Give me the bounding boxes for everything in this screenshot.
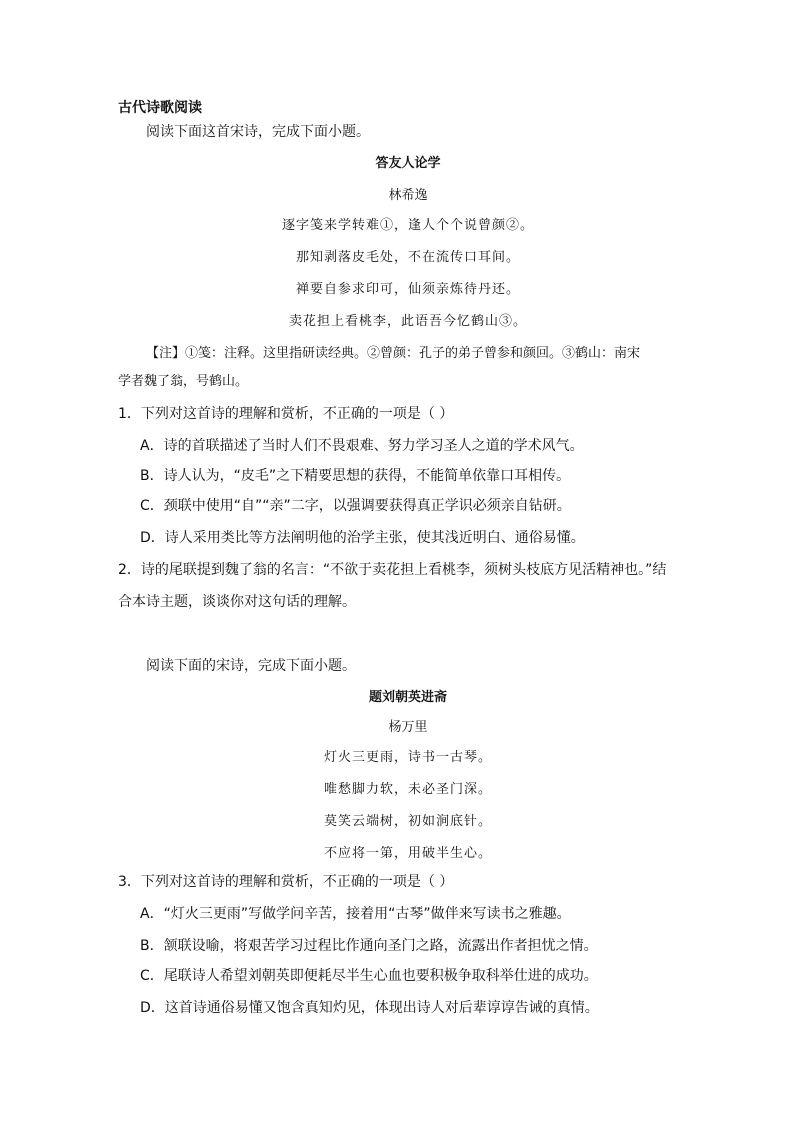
passage2-poem-line: 灯火三更雨，诗书一古琴。: [323, 750, 492, 765]
question-1-option-d: D．诗人采用类比等方法阐明他的治学主张，使其浅近明白、通俗易懂。: [140, 530, 585, 546]
passage1-poem-author: 林希逸: [388, 188, 428, 203]
passage2-poem-title: 题刘朝英进斋: [368, 690, 447, 705]
passage1-intro: 阅读下面这首宋诗，完成下面小题。: [146, 124, 370, 140]
question-3-stem: 3．下列对这首诗的理解和赏析，不正确的一项是（ ）: [118, 874, 454, 890]
question-2-stem: 2．诗的尾联提到魏了翁的名言：“不欲于卖花担上看桃李，须树头枝底方见活精神也。”结: [118, 562, 667, 578]
question-1-option-a: A．诗的首联描述了当时人们不畏艰难、努力学习圣人之道的学术风气。: [140, 438, 584, 454]
passage1-note: 【注】①笺：注释。这里指研读经典。②曾颜：孔子的弟子曾参和颜回。③鹤山：南宋: [146, 346, 641, 361]
passage1-poem-line: 卖花担上看桃李，此语吾今忆鹤山③。: [288, 314, 527, 329]
question-3-option-d: D．这首诗通俗易懂又饱含真知灼见，体现出诗人对后辈谆谆告诫的真情。: [140, 1000, 599, 1016]
passage1-poem-line: 逐字笺来学转难①，逢人个个说曾颜②。: [281, 218, 534, 233]
question-1-option-b: B．诗人认为，“皮毛”之下精要思想的获得，不能简单依靠口耳相传。: [140, 468, 571, 484]
section-heading: 古代诗歌阅读: [118, 100, 202, 116]
passage2-poem-line: 唯愁脚力软，未必圣门深。: [323, 782, 492, 797]
passage2-poem-line: 不应将一第，用破半生心。: [323, 846, 492, 861]
passage1-poem-line: 禅要自参求印可，仙须亲炼待丹还。: [295, 282, 520, 297]
question-2-stem-continued: 合本诗主题，谈谈你对这句话的理解。: [118, 594, 356, 610]
question-3-option-b: B．颔联设喻，将艰苦学习过程比作通向圣门之路，流露出作者担忧之情。: [140, 938, 598, 954]
passage2-intro: 阅读下面的宋诗，完成下面小题。: [146, 658, 356, 674]
passage1-poem-line: 那知剥落皮毛处，不在流传口耳间。: [295, 250, 520, 265]
passage1-poem-title: 答友人论学: [375, 156, 441, 171]
question-1-stem: 1．下列对这首诗的理解和赏析，不正确的一项是（ ）: [118, 406, 454, 422]
question-1-option-c: C．颈联中使用“自”“亲”二字，以强调要获得真正学识必须亲自钻研。: [140, 498, 571, 514]
passage2-poem-author: 杨万里: [388, 720, 428, 735]
question-3-option-c: C．尾联诗人希望刘朝英即便耗尽半生心血也要积极争取科举仕进的成功。: [140, 968, 598, 984]
passage2-poem-line: 莫笑云端树，初如涧底针。: [323, 814, 492, 829]
question-3-option-a: A．“灯火三更雨”写做学问辛苦，接着用“古琴”做伴来写读书之雅趣。: [140, 906, 571, 922]
passage1-note-continued: 学者魏了翁，号鹤山。: [118, 374, 249, 389]
